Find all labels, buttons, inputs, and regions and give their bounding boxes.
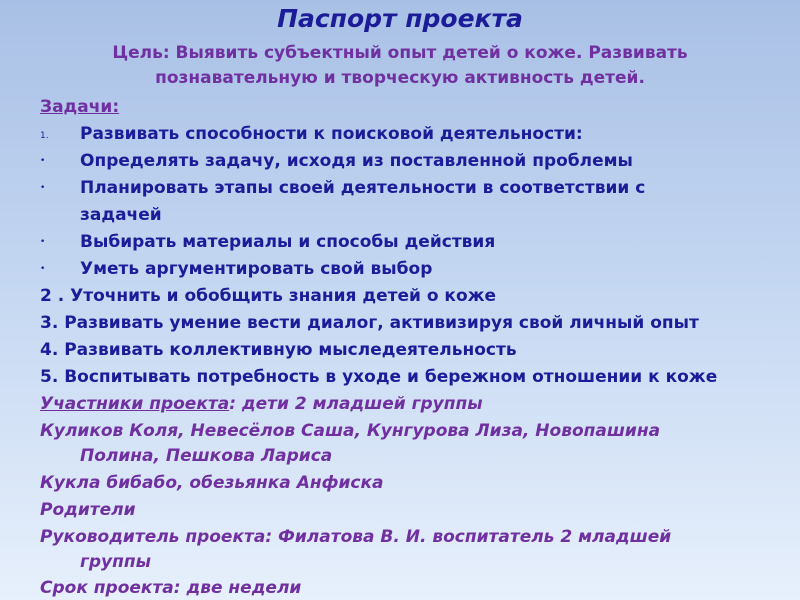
participants-value: : дети 2 младшей группы (229, 394, 483, 414)
bullet-marker: • (40, 237, 46, 247)
bullet-marker: • (40, 264, 46, 274)
participants-label: Участники проекта (40, 394, 230, 414)
participants-names-cont: Полина, Пешкова Лариса (80, 446, 333, 466)
project-duration: Срок проекта: две недели (40, 578, 302, 598)
participants-names: Куликов Коля, Невесёлов Саша, Кунгурова Лиза, Новопашина (40, 421, 661, 441)
task-item-5: 5. Воспитывать потребность в уходе и бережном отношении к коже (40, 367, 718, 387)
goal-line-1: Цель: Выявить субъектный опыт детей о коже. Развивать (112, 43, 688, 63)
goal-line-2: познавательную и творческую активность детей. (155, 68, 645, 88)
task-item-2: 2 . Уточнить и обобщить знания детей о коже (40, 286, 497, 306)
bullet-marker: • (40, 156, 46, 166)
bullet-marker: • (40, 183, 46, 193)
project-leader: Руководитель проекта: Филатова В. И. воспитатель 2 младшей (40, 527, 672, 547)
project-leader-cont: группы (80, 552, 151, 572)
page-title: Паспорт проекта (277, 4, 523, 33)
task-item-1: Развивать способности к поисковой деятельности: (80, 124, 583, 144)
participants-line (40, 394, 483, 414)
list-marker-first: 1. (40, 131, 49, 141)
task-bullet-3: Выбирать материалы и способы действия (80, 232, 496, 252)
participants-dolls: Кукла бибабо, обезьянка Анфиска (40, 473, 384, 493)
task-bullet-2: Планировать этапы своей деятельности в соответствии с (80, 178, 646, 198)
participants-parents: Родители (40, 500, 136, 520)
tasks-heading: Задачи: (40, 97, 120, 117)
task-bullet-2-cont: задачей (80, 205, 162, 225)
task-bullet-4: Уметь аргументировать свой выбор (80, 259, 433, 279)
task-item-3: 3. Развивать умение вести диалог, активизируя свой личный опыт (40, 313, 699, 333)
task-bullet-1: Определять задачу, исходя из поставленной проблемы (80, 151, 633, 171)
task-item-4: 4. Развивать коллективную мыследеятельность (40, 340, 517, 360)
